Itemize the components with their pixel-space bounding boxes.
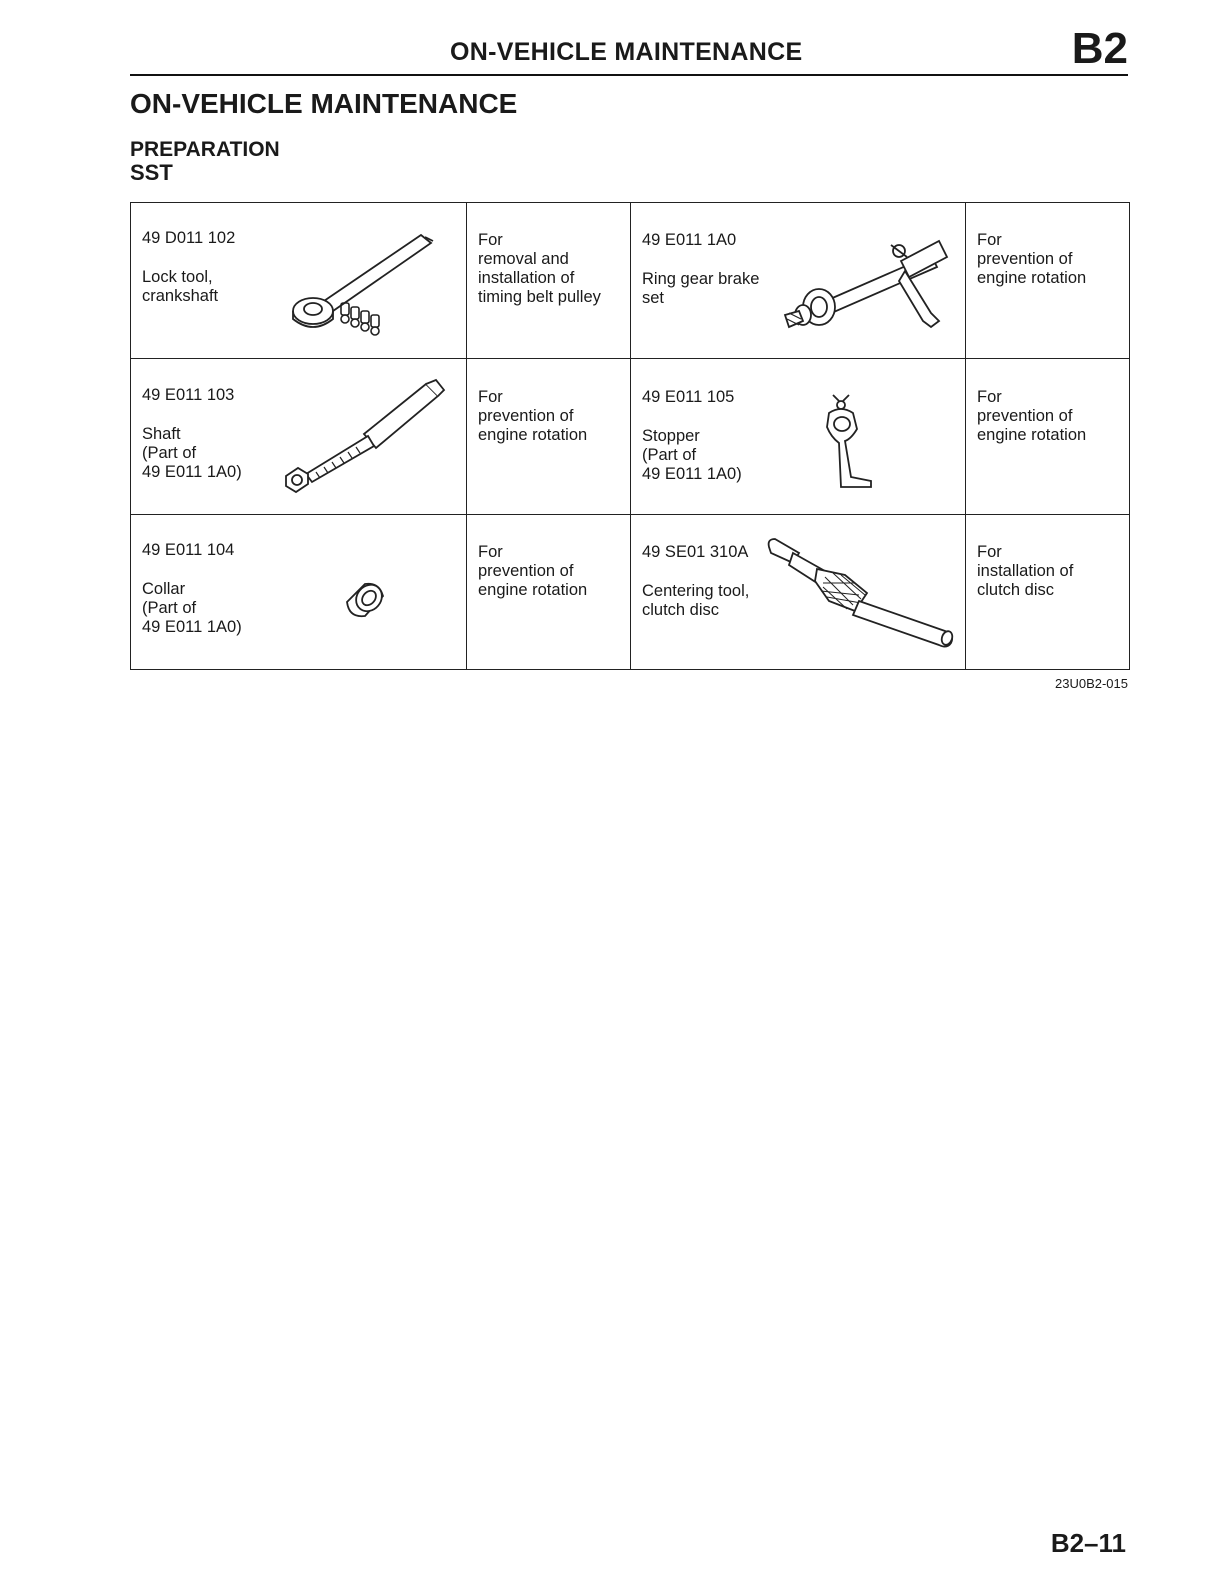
purpose-cell [977, 543, 1073, 600]
stopper-icon [821, 391, 891, 491]
collar-icon [339, 578, 389, 628]
shaft-icon [276, 378, 446, 498]
purpose-text: removal and [478, 250, 569, 268]
purpose-text: For [977, 543, 1002, 561]
tool-cell [642, 388, 742, 484]
tool-name: 49 E011 1A0) [142, 463, 242, 481]
tool-cell [642, 543, 749, 620]
purpose-text: timing belt pulley [478, 288, 601, 306]
part-number: 49 E011 103 [142, 386, 235, 404]
purpose-cell [977, 231, 1086, 288]
purpose-cell [478, 543, 587, 600]
tool-cell [142, 541, 242, 637]
section-code: B2 [1071, 24, 1128, 73]
purpose-cell [977, 388, 1086, 445]
purpose-text: installation of [977, 562, 1074, 580]
sst-table [130, 202, 1130, 670]
tool-name: Stopper [642, 427, 700, 445]
part-number: 49 SE01 310A [642, 543, 749, 561]
tool-name: Shaft [142, 425, 181, 443]
tool-name: Collar [142, 580, 186, 598]
purpose-text: For [478, 231, 503, 249]
part-number: 49 E011 104 [142, 541, 235, 559]
purpose-text: engine rotation [977, 426, 1087, 444]
purpose-text: For [977, 231, 1002, 249]
tool-name: (Part of [642, 446, 697, 464]
figure-code: 23U0B2-015 [1055, 676, 1128, 691]
tool-name: 49 E011 1A0) [142, 618, 242, 636]
tool-name: crankshaft [142, 287, 219, 305]
tool-name: (Part of [142, 599, 197, 617]
part-number: 49 D011 102 [142, 229, 236, 247]
tool-name: (Part of [142, 444, 197, 462]
lock-tool-icon [291, 225, 441, 340]
purpose-text: engine rotation [478, 426, 588, 444]
purpose-text: prevention of [478, 407, 574, 425]
purpose-text: For [478, 388, 503, 406]
tool-name: Centering tool, [642, 582, 750, 600]
part-number: 49 E011 105 [642, 388, 735, 406]
centering-tool-icon [763, 535, 963, 650]
purpose-text: prevention of [478, 562, 574, 580]
purpose-text: engine rotation [977, 269, 1087, 287]
ring-gear-brake-icon [781, 231, 961, 341]
purpose-text: prevention of [977, 250, 1073, 268]
tool-cell [642, 231, 759, 308]
part-number: 49 E011 1A0 [642, 231, 737, 249]
tool-name: Lock tool, [142, 268, 213, 286]
tool-name: clutch disc [642, 601, 720, 619]
purpose-text: prevention of [977, 407, 1073, 425]
purpose-text: installation of [478, 269, 575, 287]
page-number: B2–11 [1050, 1528, 1126, 1558]
purpose-cell [478, 388, 587, 445]
tool-cell [142, 229, 235, 306]
purpose-cell [478, 231, 601, 307]
tool-cell [142, 386, 242, 482]
tool-name: set [642, 289, 665, 307]
page-title: ON-VEHICLE MAINTENANCE [130, 88, 518, 119]
section-subtitle: PREPARATION [130, 138, 280, 161]
running-header [130, 24, 1128, 76]
purpose-text: For [478, 543, 503, 561]
purpose-text: clutch disc [977, 581, 1055, 599]
tool-name: 49 E011 1A0) [642, 465, 742, 483]
running-title: ON-VEHICLE MAINTENANCE [450, 38, 803, 66]
purpose-text: For [977, 388, 1002, 406]
section-subtitle-sst: SST [130, 160, 173, 185]
purpose-text: engine rotation [478, 581, 588, 599]
tool-name: Ring gear brake [642, 270, 760, 288]
